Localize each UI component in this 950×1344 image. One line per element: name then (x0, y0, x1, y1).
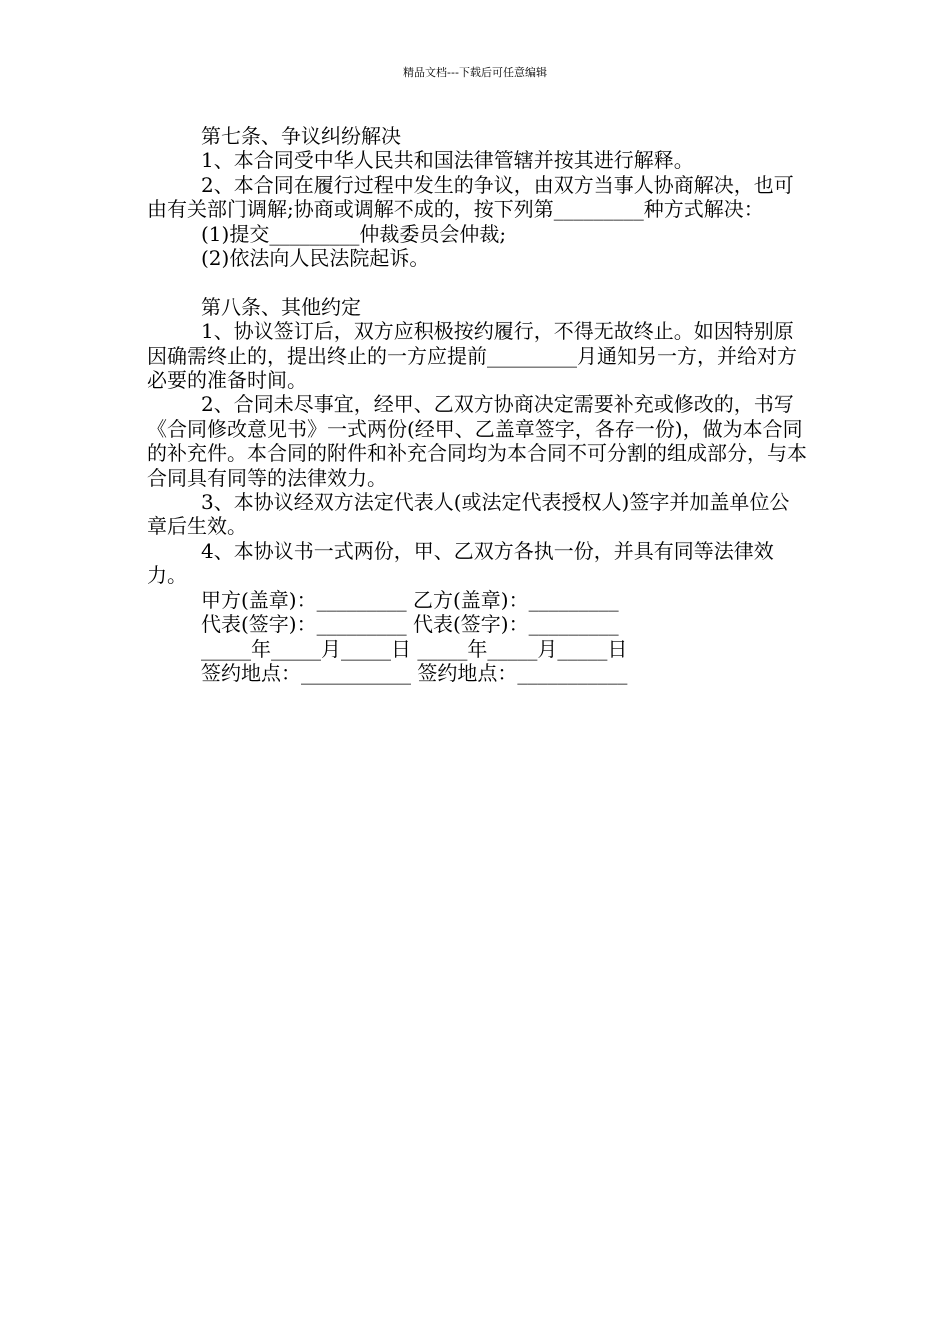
signature-date-line: _____年_____月_____日 _____年_____月_____日 (201, 636, 628, 661)
section-spacer (147, 270, 807, 294)
signature-seal-line: 甲方(盖章)：_________ 乙方(盖章)：_________ (201, 587, 619, 612)
article-7-clause-1: 1、本合同受中华人民共和国法律管辖并按其进行解释。 (201, 148, 694, 173)
article-7-title: 第七条、争议纠纷解决 (201, 124, 401, 148)
article-8-clause-1: 1、协议签订后，双方应积极按约履行，不得无故终止。如因特别原因确需终止的，提出终止的一方应提前_________月通知另一方，并给对方必要的准备时间。 (147, 319, 797, 393)
article-7-option-1: (1)提交_________仲裁委员会仲裁; (201, 221, 507, 246)
article-7-clause-2: 2、本合同在履行过程中发生的争议，由双方当事人协商解决，也可由有关部门调解;协商或调解不成的，按下列第_________种方式解决： (147, 172, 794, 222)
article-8-clause-4: 4、本协议书一式两份，甲、乙双方各执一份，并具有同等法律效力。 (147, 538, 774, 588)
article-8-clause-2: 2、合同未尽事宜，经甲、乙双方协商决定需要补充或修改的，书写《合同修改意见书》一式两份(经甲、乙盖章签字，各存一份)，做为本合同的补充件。本合同的附件和补充合同均为本合同不可分割的组成部分，与本合同具有同等的法律效力。 (147, 392, 807, 490)
article-7-option-2: (2)依法向人民法院起诉。 (201, 246, 430, 271)
article-8-title: 第八条、其他约定 (201, 294, 361, 319)
contract-body (147, 124, 807, 685)
page-header: 精品文档---下载后可任意编辑 (403, 66, 547, 79)
signature-place-line: 签约地点：___________ 签约地点：___________ (201, 660, 628, 685)
signature-sign-line: 代表(签字)：_________ 代表(签字)：_________ (201, 612, 619, 637)
article-8-clause-3: 3、本协议经双方法定代表人(或法定代表授权人)签字并加盖单位公章后生效。 (147, 490, 790, 539)
